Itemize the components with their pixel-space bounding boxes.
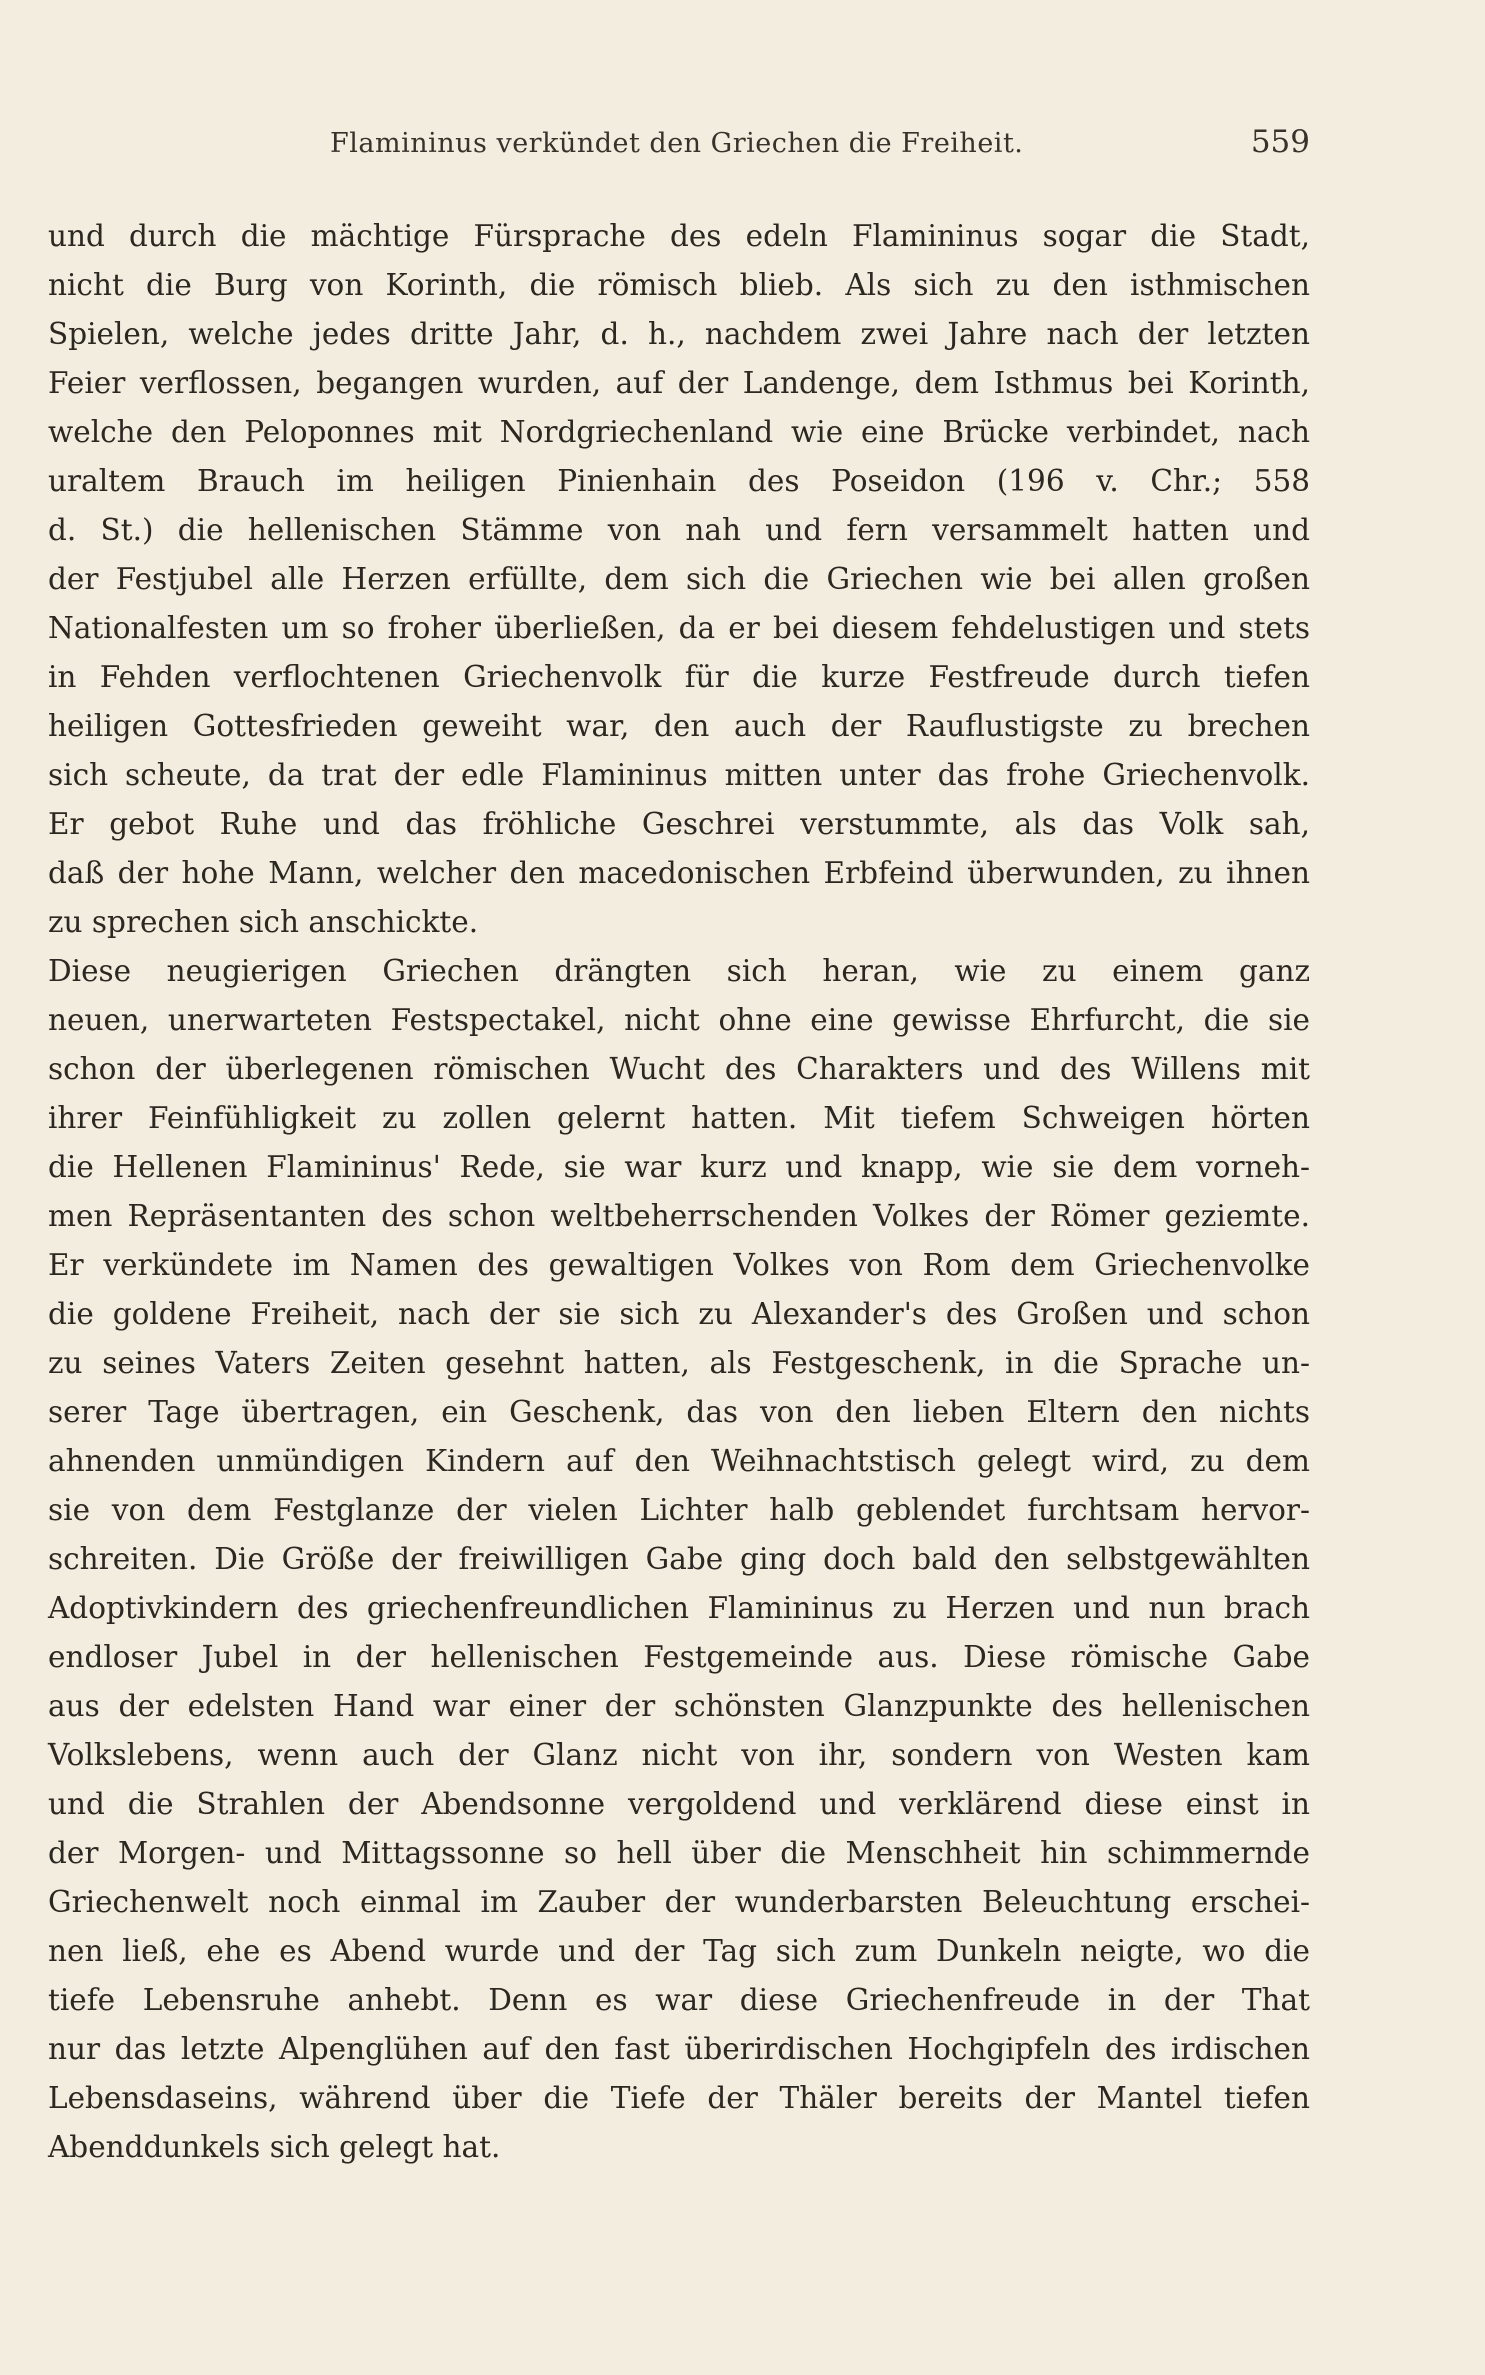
text-line: schon der überlegenen römischen Wucht des Charakters und des Willens mit [48,1052,1310,1086]
text-line: neuen, unerwarteten Festspectakel, nicht ohne eine gewisse Ehrfurcht, die sie [48,1003,1310,1037]
running-head [290,124,1310,168]
text-line: Nationalfesten um so froher überließen, da er bei diesem fehdelustigen und stets [48,611,1310,645]
text-line: Er verkündete im Namen des gewaltigen Volkes von Rom dem Griechenvolke [48,1248,1310,1282]
text-line: ihrer Feinfühligkeit zu zollen gelernt hatten. Mit tiefem Schweigen hörten [48,1101,1310,1135]
text-line: Spielen, welche jedes dritte Jahr, d. h., nachdem zwei Jahre nach der letzten [48,317,1310,351]
text-line: und die Strahlen der Abendsonne vergoldend und verklärend diese einst in [48,1787,1310,1821]
text-line: daß der hohe Mann, welcher den macedonischen Erbfeind überwunden, zu ihnen [48,856,1310,890]
paragraph-end-line: Abenddunkels sich gelegt hat. [48,2130,501,2164]
text-line: sie von dem Festglanze der vielen Lichter halb geblendet furchtsam hervor- [48,1493,1310,1527]
text-line: aus der edelsten Hand war einer der schönsten Glanzpunkte des hellenischen [48,1689,1310,1723]
text-line: men Repräsentanten des schon weltbeherrschenden Volkes der Römer geziemte. [48,1199,1310,1233]
text-line: die goldene Freiheit, nach der sie sich zu Alexander's des Großen und schon [48,1297,1310,1331]
text-line: sich scheute, da trat der edle Flamininus mitten unter das frohe Griechenvolk. [48,758,1310,792]
body-text [48,212,1310,2172]
text-line: endloser Jubel in der hellenischen Festgemeinde aus. Diese römische Gabe [48,1640,1310,1674]
text-line: der Morgen- und Mittagssonne so hell über die Menschheit hin schimmernde [48,1836,1310,1870]
text-line: tiefe Lebensruhe anhebt. Denn es war diese Griechenfreude in der That [48,1983,1310,2017]
text-line: nur das letzte Alpenglühen auf den fast überirdischen Hochgipfeln des irdischen [48,2032,1310,2066]
text-line: Feier verflossen, begangen wurden, auf der Landenge, dem Isthmus bei Korinth, [48,366,1310,400]
text-line: und durch die mächtige Fürsprache des edeln Flamininus sogar die Stadt, [48,219,1310,253]
text-line: ahnenden unmündigen Kindern auf den Weihnachtstisch gelegt wird, zu dem [48,1444,1310,1478]
text-line: Griechenwelt noch einmal im Zauber der wunderbarsten Beleuchtung erschei- [48,1885,1310,1919]
text-line: der Festjubel alle Herzen erfüllte, dem sich die Griechen wie bei allen großen [48,562,1310,596]
text-line: schreiten. Die Größe der freiwilligen Gabe ging doch bald den selbstgewählten [48,1542,1310,1576]
running-title: Flamininus verkündet den Griechen die Freiheit. [330,128,1024,159]
text-line: in Fehden verflochtenen Griechenvolk für die kurze Festfreude durch tiefen [48,660,1310,694]
text-line: Lebensdaseins, während über die Tiefe der Thäler bereits der Mantel tiefen [48,2081,1310,2115]
text-line: die Hellenen Flamininus' Rede, sie war kurz und knapp, wie sie dem vorneh- [48,1150,1310,1184]
text-line: Volkslebens, wenn auch der Glanz nicht von ihr, sondern von Westen kam [48,1738,1310,1772]
text-line: serer Tage übertragen, ein Geschenk, das von den lieben Eltern den nichts [48,1395,1310,1429]
text-line: nicht die Burg von Korinth, die römisch blieb. Als sich zu den isthmischen [48,268,1310,302]
text-line: uraltem Brauch im heiligen Pinienhain des Poseidon (196 v. Chr.; 558 [48,464,1310,498]
text-line: nen ließ, ehe es Abend wurde und der Tag sich zum Dunkeln neigte, wo die [48,1934,1310,1968]
text-line: Diese neugierigen Griechen drängten sich heran, wie zu einem ganz [48,954,1310,988]
text-line: Er gebot Ruhe und das fröhliche Geschrei verstummte, als das Volk sah, [48,807,1310,841]
text-line: Adoptivkindern des griechenfreundlichen Flamininus zu Herzen und nun brach [48,1591,1310,1625]
text-line: d. St.) die hellenischen Stämme von nah und fern versammelt hatten und [48,513,1310,547]
paragraph-end-line: zu sprechen sich anschickte. [48,905,479,939]
page-number: 559 [1250,124,1310,160]
text-line: welche den Peloponnes mit Nordgriechenland wie eine Brücke verbindet, nach [48,415,1310,449]
text-line: zu seines Vaters Zeiten gesehnt hatten, als Festgeschenk, in die Sprache un- [48,1346,1310,1380]
text-line: heiligen Gottesfrieden geweiht war, den auch der Rauflustigste zu brechen [48,709,1310,743]
